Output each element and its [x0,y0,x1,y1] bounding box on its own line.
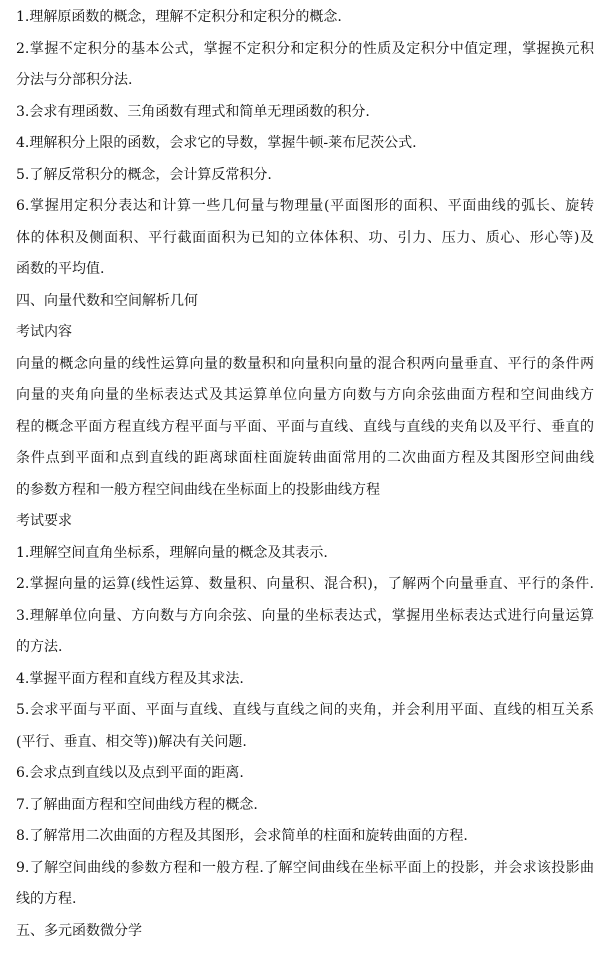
text-line: 3.会求有理函数、三角函数有理式和简单无理函数的积分. [16,103,370,120]
text-line: 分法与分部积分法. [16,72,133,88]
text-line: 4.理解积分上限的函数，会求它的导数，掌握牛顿-莱布尼茨公式. [16,135,417,151]
text-line: 向量的概念向量的线性运算向量的数量积和向量积向量的混合积两向量垂直、平行的条件两 [16,355,594,372]
text-line: 的方法. [16,639,63,655]
text-line: 3.理解单位向量、方向数与方向余弦、向量的坐标表达式，掌握用坐标表达式进行向量运算 [16,607,594,624]
subsection-heading: 考试内容 [16,324,72,340]
text-line: 线的方程. [16,891,77,907]
text-line: 4.掌握平面方程和直线方程及其求法. [16,670,244,687]
text-line: 7.了解曲面方程和空间曲线方程的概念. [16,796,258,813]
text-line: (平行、垂直、相交等))解决有关问题. [16,733,247,750]
text-line: 6.会求点到直线以及点到平面的距离. [16,765,244,781]
text-line: 6.掌握用定积分表达和计算一些几何量与物理量(平面图形的面积、平面曲线的弧长、旋转 [16,198,594,214]
text-line: 1.理解原函数的概念，理解不定积分和定积分的概念. [16,9,342,25]
section-heading: 五、多元函数微分学 [16,922,142,939]
text-line: 9.了解空间曲线的参数方程和一般方程.了解空间曲线在坐标平面上的投影，并会求该投影曲 [16,859,594,876]
text-line: 体的体积及侧面积、平行截面面积为已知的立体体积、功、引力、压力、质心、形心等)及 [16,229,594,246]
text-line: 5.会求平面与平面、平面与直线、直线与直线之间的夹角，并会利用平面、直线的相互关系 [16,702,594,718]
text-line: 条件点到平面和点到直线的距离球面柱面旋转曲面常用的二次曲面方程及其图形空间曲线 [16,450,594,466]
text-line: 函数的平均值. [16,261,105,277]
text-line: 程的概念平面方程直线方程平面与平面、平面与直线、直线与直线的夹角以及平行、垂直的 [16,418,594,435]
text-line: 2.掌握不定积分的基本公式，掌握不定积分和定积分的性质及定积分中值定理，掌握换元积 [16,40,594,57]
text-line: 8.了解常用二次曲面的方程及其图形，会求简单的柱面和旋转曲面的方程. [16,828,468,844]
subsection-heading: 考试要求 [16,513,72,529]
section-heading: 四、向量代数和空间解析几何 [16,292,198,309]
text-line: 的参数方程和一般方程空间曲线在坐标面上的投影曲线方程 [16,481,380,498]
text-line: 1.理解空间直角坐标系，理解向量的概念及其表示. [16,544,328,561]
document-page [16,2,594,947]
text-line: 向量的夹角向量的坐标表达式及其运算单位向量方向数与方向余弦曲面方程和空间曲线方 [16,387,594,403]
text-line: 2.掌握向量的运算(线性运算、数量积、向量积、混合积)，了解两个向量垂直、平行的条件. [16,576,594,592]
text-line: 5.了解反常积分的概念，会计算反常积分. [16,166,272,183]
